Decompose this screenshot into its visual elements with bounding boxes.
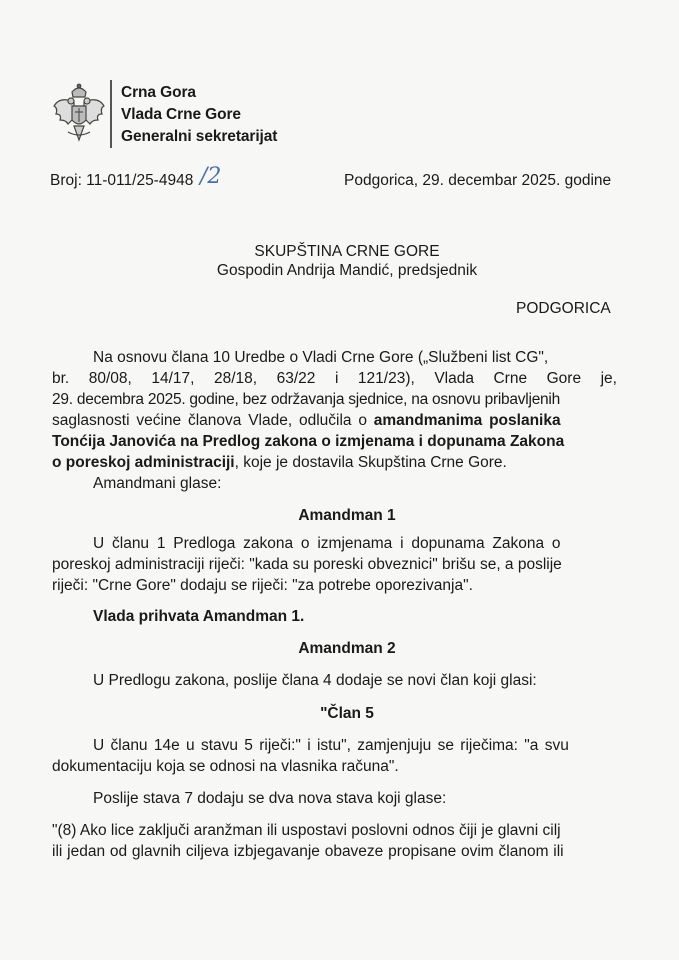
intro-line-6-bold: o poreskoj administraciji xyxy=(52,454,235,471)
place-date: Podgorica, 29. decembar 2025. godine xyxy=(344,172,612,189)
intro-line-1: Na osnovu člana 10 Uredbe o Vladi Crne Gore („Službeni list CG", xyxy=(93,349,549,366)
recipient-institution: SKUPŠTINA CRNE GORE xyxy=(254,243,440,260)
amendment-1-decision: Vlada prihvata Amandman 1. xyxy=(93,608,305,625)
article-5-title: "Član 5 xyxy=(320,705,374,722)
amendment-1-line-1: U članu 1 Predloga zakona o izmjenama i dopunama Zakona o xyxy=(93,535,561,552)
intro-line-5: Tonćija Janovića na Predlog zakona o izmjenama i dopunama Zakona xyxy=(52,433,565,450)
word: 14/17, xyxy=(151,370,195,387)
reference-number: Broj: 11-011/25-4948 xyxy=(50,172,194,189)
intro-line-7: Amandmani glase: xyxy=(93,475,222,492)
word: 121/23), xyxy=(357,370,415,387)
amendment-1-line-2: poreskoj administraciji riječi: "kada su poreski obveznici" brišu se, a poslije xyxy=(52,556,562,573)
header-secretariat: Generalni sekretarijat xyxy=(121,128,278,145)
recipient-city: PODGORICA xyxy=(516,300,611,317)
intro-line-2 xyxy=(52,370,617,388)
word: 28/18, xyxy=(214,370,258,387)
handwritten-suffix: /2 xyxy=(200,164,222,189)
header-country: Crna Gora xyxy=(121,84,196,101)
word: Crne xyxy=(493,370,528,387)
article-5-para-2: Poslije stava 7 dodaju se dva nova stava koji glase: xyxy=(93,790,447,807)
word: Gore xyxy=(546,370,582,387)
word: i xyxy=(334,370,339,387)
amendment-2-line-1: U Predlogu zakona, poslije člana 4 dodaje se novi član koji glasi: xyxy=(93,672,537,689)
article-5-para-1-line-1: U članu 14e u stavu 5 riječi:" i istu", zamjenjuju se riječima: "a svu xyxy=(93,737,569,754)
amendment-1-title: Amandman 1 xyxy=(298,507,396,524)
intro-line-4-bold: amandmanima poslanika xyxy=(373,412,561,429)
intro-line-6-regular: , koje je dostavila Skupština Crne Gore. xyxy=(234,454,507,471)
word: je, xyxy=(600,370,617,387)
article-5-para-3-line-2: ili jedan od glavnih ciljeva izbjegavanje obaveze propisane ovim članom ili xyxy=(52,843,564,860)
word: 80/08, xyxy=(88,370,132,387)
article-5-para-1-line-2: dokumentaciju koja se odnosi na vlasnika računa". xyxy=(52,758,399,775)
intro-line-4-regular: saglasnosti većine članova Vlade, odlučila o xyxy=(52,412,374,429)
intro-line-6 xyxy=(52,454,507,472)
intro-line-4 xyxy=(52,412,561,430)
word: Vlada xyxy=(434,370,474,387)
word: br. xyxy=(52,370,70,387)
amendment-2-title: Amandman 2 xyxy=(298,640,396,657)
header-government: Vlada Crne Gore xyxy=(121,106,241,123)
intro-line-3: 29. decembra 2025. godine, bez održavanja sjednice, na osnovu pribavljenih xyxy=(52,391,560,408)
word: 63/22 xyxy=(276,370,316,387)
recipient-person: Gospodin Andrija Mandić, predsjednik xyxy=(216,262,478,279)
article-5-para-3-line-1: "(8) Ako lice zaključi aranžman ili uspostavi poslovni odnos čiji je glavni cilj xyxy=(52,822,561,839)
montenegro-coat-of-arms-icon xyxy=(50,82,108,146)
header-divider xyxy=(110,80,112,148)
amendment-1-line-3: riječi: "Crne Gore" dodaju se riječi: "za potrebe oporezivanja". xyxy=(52,577,473,594)
